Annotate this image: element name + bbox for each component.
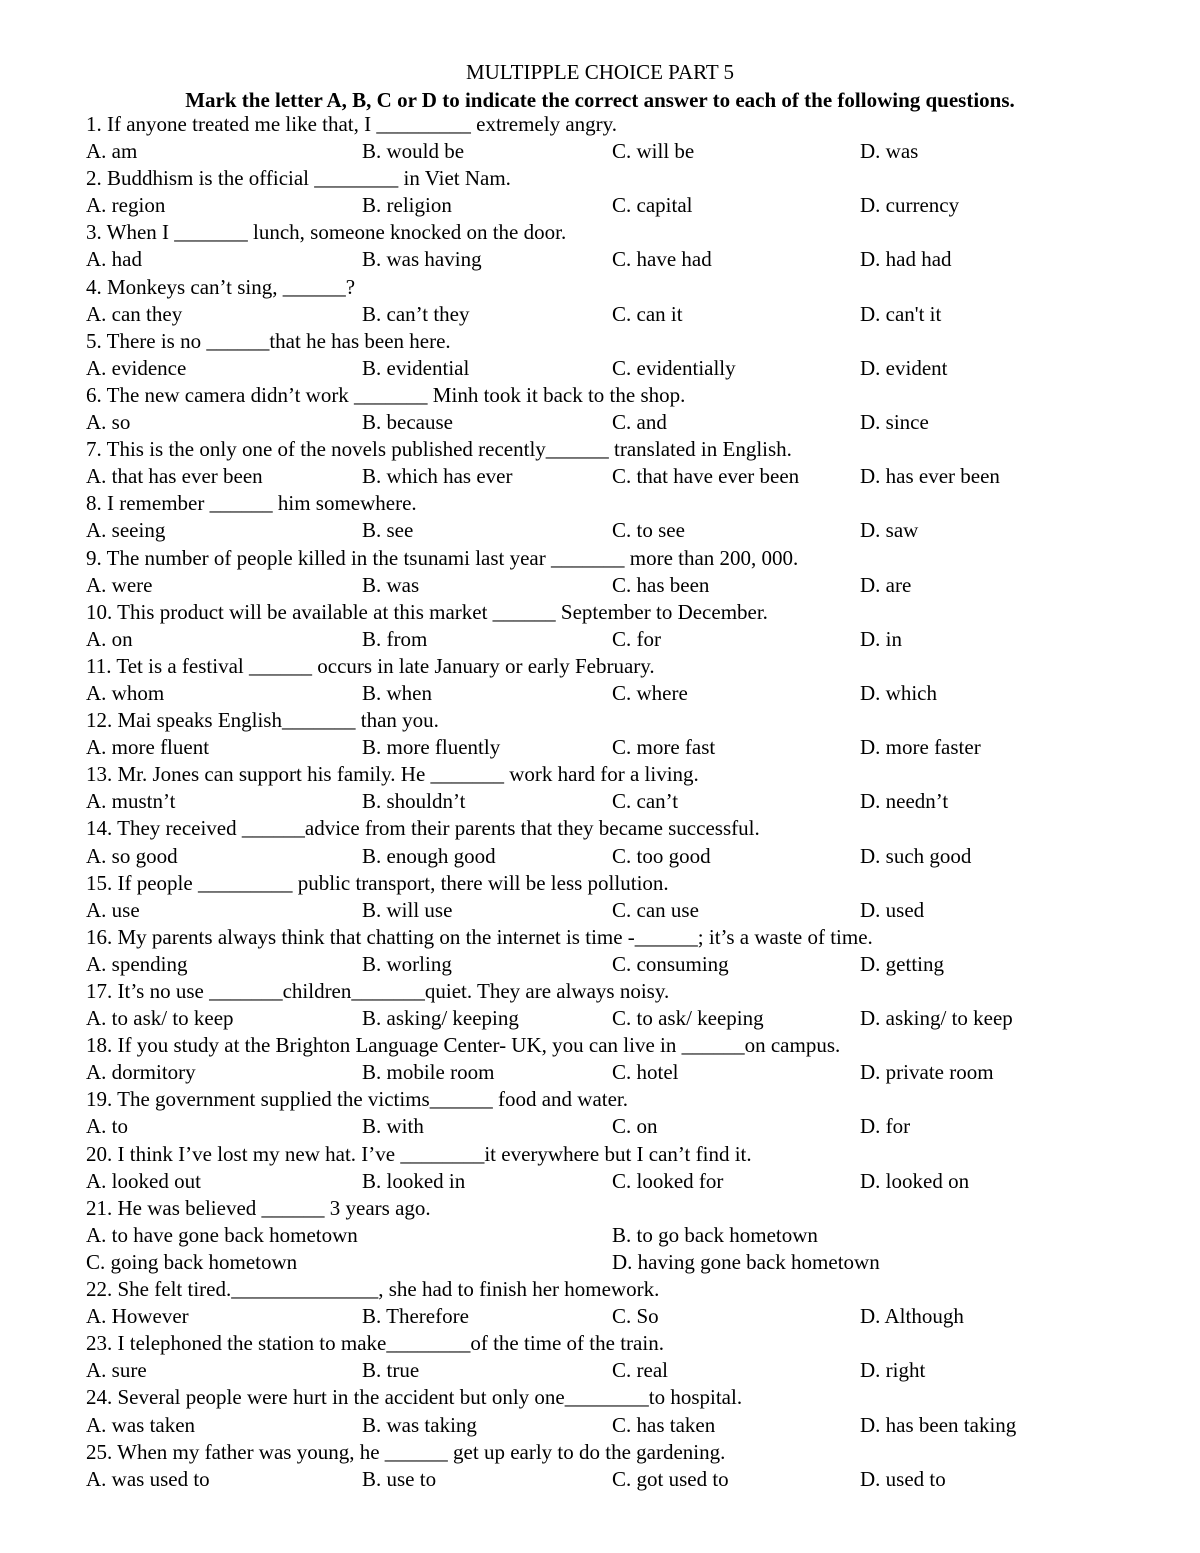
question-list: [86, 111, 1166, 1493]
answer-option: B. evidential: [362, 355, 470, 380]
answer-option: D. right: [860, 1358, 926, 1383]
answer-option: A. to ask/ to keep: [86, 1006, 234, 1031]
question-stem: 3. When I _______ lunch, someone knocked on the door.: [86, 220, 567, 245]
answer-options-row: [86, 680, 1166, 707]
answer-option: D. has been taking: [860, 1412, 1017, 1437]
question-stem: 23. I telephoned the station to make________of the time of the train.: [86, 1331, 664, 1356]
answer-option: D. looked on: [860, 1168, 970, 1193]
instructions: Mark the letter A, B, C or D to indicate the correct answer to each of the following questions.: [185, 88, 1015, 112]
answer-option: C. too good: [612, 843, 711, 868]
answer-option: B. mobile room: [362, 1060, 495, 1085]
answer-options-row: [86, 1005, 1166, 1032]
answer-option: A. seeing: [86, 518, 166, 543]
question-stem: 9. The number of people killed in the tsunami last year _______ more than 200, 000.: [86, 545, 799, 570]
answer-option: A. mustn’t: [86, 789, 176, 814]
answer-option: A. had: [86, 247, 142, 272]
answer-option: C. for: [612, 626, 661, 651]
answer-options-row: [86, 626, 1166, 653]
answer-option: A. evidence: [86, 355, 187, 380]
answer-options-row: [86, 897, 1166, 924]
answer-options-row: [86, 246, 1166, 273]
answer-option: A. spending: [86, 951, 188, 976]
answer-option: C. got used to: [612, 1466, 729, 1491]
answer-option: C. can it: [612, 301, 683, 326]
answer-option: B. religion: [362, 193, 452, 218]
answer-options-row: [86, 517, 1166, 544]
answer-option: D. for: [860, 1114, 911, 1139]
answer-options-row: [86, 138, 1166, 165]
answer-option: B. shouldn’t: [362, 789, 466, 814]
answer-option: C. can use: [612, 897, 699, 922]
answer-option: B. with: [362, 1114, 424, 1139]
answer-option: D. getting: [860, 951, 944, 976]
answer-option: C. and: [612, 410, 667, 435]
answer-options-row: [86, 951, 1166, 978]
question-stem: 20. I think I’ve lost my new hat. I’ve ________it everywhere but I can’t find it.: [86, 1141, 752, 1166]
question-stem: 4. Monkeys can’t sing, ______?: [86, 274, 356, 299]
answer-option: A. can they: [86, 301, 183, 326]
answer-option: D. having gone back hometown: [612, 1249, 880, 1274]
answer-option: B. because: [362, 410, 453, 435]
answer-option: B. would be: [362, 139, 465, 164]
answer-option: D. are: [860, 572, 912, 597]
question-stem: 21. He was believed ______ 3 years ago.: [86, 1195, 431, 1220]
answer-option: D. saw: [860, 518, 919, 543]
answer-option: B. looked in: [362, 1168, 466, 1193]
answer-option: C. going back hometown: [86, 1249, 298, 1274]
question-stem: 16. My parents always think that chatting on the internet is time -______; it’s a waste of time.: [86, 924, 873, 949]
answer-option: B. was: [362, 572, 420, 597]
answer-option: A. to: [86, 1114, 128, 1139]
answer-option: B. worling: [362, 951, 452, 976]
answer-option: C. has taken: [612, 1412, 716, 1437]
answer-option: B. was taking: [362, 1412, 477, 1437]
question-stem: 8. I remember ______ him somewhere.: [86, 491, 417, 516]
answer-option: B. more fluently: [362, 735, 501, 760]
answer-option: A. was used to: [86, 1466, 210, 1491]
answer-option: B. from: [362, 626, 428, 651]
question-stem: 24. Several people were hurt in the accident but only one________to hospital.: [86, 1385, 743, 1410]
answer-options-row: [86, 355, 1166, 382]
answer-option: D. had had: [860, 247, 952, 272]
answer-options-row: [86, 463, 1166, 490]
answer-option: D. used to: [860, 1466, 946, 1491]
question-stem: 19. The government supplied the victims______ food and water.: [86, 1087, 629, 1112]
answer-option: C. to ask/ keeping: [612, 1006, 764, 1031]
answer-option: B. asking/ keeping: [362, 1006, 519, 1031]
answer-option: C. So: [612, 1304, 659, 1329]
page-title: MULTIPPLE CHOICE PART 5: [465, 60, 735, 84]
answer-option: A. to have gone back hometown: [86, 1222, 358, 1247]
answer-option: C. that have ever been: [612, 464, 800, 489]
answer-options-row: [86, 1059, 1166, 1086]
answer-option: D. Although: [860, 1304, 964, 1329]
answer-option: C. to see: [612, 518, 685, 543]
answer-option: A. so good: [86, 843, 178, 868]
question-stem: 7. This is the only one of the novels published recently______ translated in English.: [86, 437, 792, 462]
question-stem: 25. When my father was young, he ______ get up early to do the gardening.: [86, 1439, 726, 1464]
answer-option: A. sure: [86, 1358, 147, 1383]
answer-option: D. needn’t: [860, 789, 949, 814]
answer-option: A. more fluent: [86, 735, 210, 760]
answer-option: D. such good: [860, 843, 972, 868]
answer-option: D. which: [860, 680, 937, 705]
answer-option: D. used: [860, 897, 925, 922]
question-stem: 15. If people _________ public transport, there will be less pollution.: [86, 870, 669, 895]
answer-option: A. whom: [86, 680, 165, 705]
answer-option: A. was taken: [86, 1412, 196, 1437]
question-stem: 11. Tet is a festival ______ occurs in late January or early February.: [86, 653, 655, 678]
answer-option: B. was having: [362, 247, 482, 272]
answer-option: C. have had: [612, 247, 712, 272]
question-stem: 2. Buddhism is the official ________ in Viet Nam.: [86, 166, 511, 191]
question-stem: 1. If anyone treated me like that, I _________ extremely angry.: [86, 112, 618, 136]
answer-options-row: [86, 1412, 1166, 1439]
answer-option: C. more fast: [612, 735, 716, 760]
answer-option: D. since: [860, 410, 929, 435]
answer-option: B. true: [362, 1358, 420, 1383]
question-stem: 5. There is no ______that he has been here.: [86, 328, 451, 353]
answer-option: A. use: [86, 897, 140, 922]
answer-options-row: [86, 1168, 1166, 1195]
answer-option: D. private room: [860, 1060, 994, 1085]
answer-options-row: [86, 192, 1166, 219]
question-stem: 17. It’s no use _______children_______quiet. They are always noisy.: [86, 979, 670, 1003]
answer-option: B. will use: [362, 897, 453, 922]
answer-option: B. when: [362, 680, 432, 705]
answer-options-row: [86, 1222, 1166, 1249]
answer-option: B. see: [362, 518, 414, 543]
answer-option: C. can’t: [612, 789, 679, 814]
question-stem: 13. Mr. Jones can support his family. He _______ work hard for a living.: [86, 762, 699, 787]
answer-options-row: [86, 301, 1166, 328]
answer-options-row: [86, 1357, 1166, 1384]
answer-option: B. Therefore: [362, 1304, 469, 1329]
answer-options-row: [86, 734, 1166, 761]
answer-option: A. that has ever been: [86, 464, 263, 489]
answer-options-row: [86, 572, 1166, 599]
answer-option: D. more faster: [860, 735, 981, 760]
answer-option: A. on: [86, 626, 133, 651]
answer-option: D. currency: [860, 193, 960, 218]
question-stem: 14. They received ______advice from their parents that they became successful.: [86, 816, 760, 841]
answer-option: B. to go back hometown: [612, 1222, 818, 1247]
answer-option: A. looked out: [86, 1168, 201, 1193]
answer-option: B. use to: [362, 1466, 437, 1491]
answer-option: C. real: [612, 1358, 668, 1383]
answer-option: C. has been: [612, 572, 710, 597]
answer-options-row: [86, 1303, 1166, 1330]
answer-option: B. enough good: [362, 843, 496, 868]
answer-option: A. am: [86, 139, 138, 164]
answer-option: C. capital: [612, 193, 693, 218]
answer-option: C. looked for: [612, 1168, 724, 1193]
answer-option: C. where: [612, 680, 688, 705]
question-stem: 12. Mai speaks English_______ than you.: [86, 708, 439, 733]
answer-options-row: [86, 1113, 1166, 1140]
answer-option: B. which has ever: [362, 464, 513, 489]
answer-option: A. region: [86, 193, 166, 218]
answer-options-row: [86, 1466, 1166, 1493]
answer-option: C. consuming: [612, 951, 729, 976]
answer-option: D. was: [860, 139, 919, 164]
answer-option: A. However: [86, 1304, 189, 1329]
answer-option: A. so: [86, 410, 131, 435]
question-stem: 18. If you study at the Brighton Language Center- UK, you can live in ______on campus.: [86, 1033, 841, 1058]
answer-options-row: [86, 409, 1166, 436]
answer-options-row: [86, 843, 1166, 870]
answer-option: D. can't it: [860, 301, 942, 326]
answer-options-row: [86, 1249, 1166, 1276]
answer-option: C. hotel: [612, 1060, 679, 1085]
question-stem: 10. This product will be available at this market ______ September to December.: [86, 599, 768, 624]
question-stem: 6. The new camera didn’t work _______ Minh took it back to the shop.: [86, 382, 686, 407]
answer-option: D. evident: [860, 355, 948, 380]
answer-options-row: [86, 788, 1166, 815]
answer-option: B. can’t they: [362, 301, 470, 326]
answer-option: A. were: [86, 572, 153, 597]
answer-option: C. on: [612, 1114, 658, 1139]
answer-option: C. will be: [612, 139, 695, 164]
answer-option: D. asking/ to keep: [860, 1006, 1013, 1031]
question-stem: 22. She felt tired.______________, she had to finish her homework.: [86, 1277, 660, 1302]
answer-option: D. in: [860, 626, 902, 651]
answer-option: D. has ever been: [860, 464, 1000, 489]
answer-option: A. dormitory: [86, 1060, 196, 1085]
answer-option: C. evidentially: [612, 355, 736, 380]
